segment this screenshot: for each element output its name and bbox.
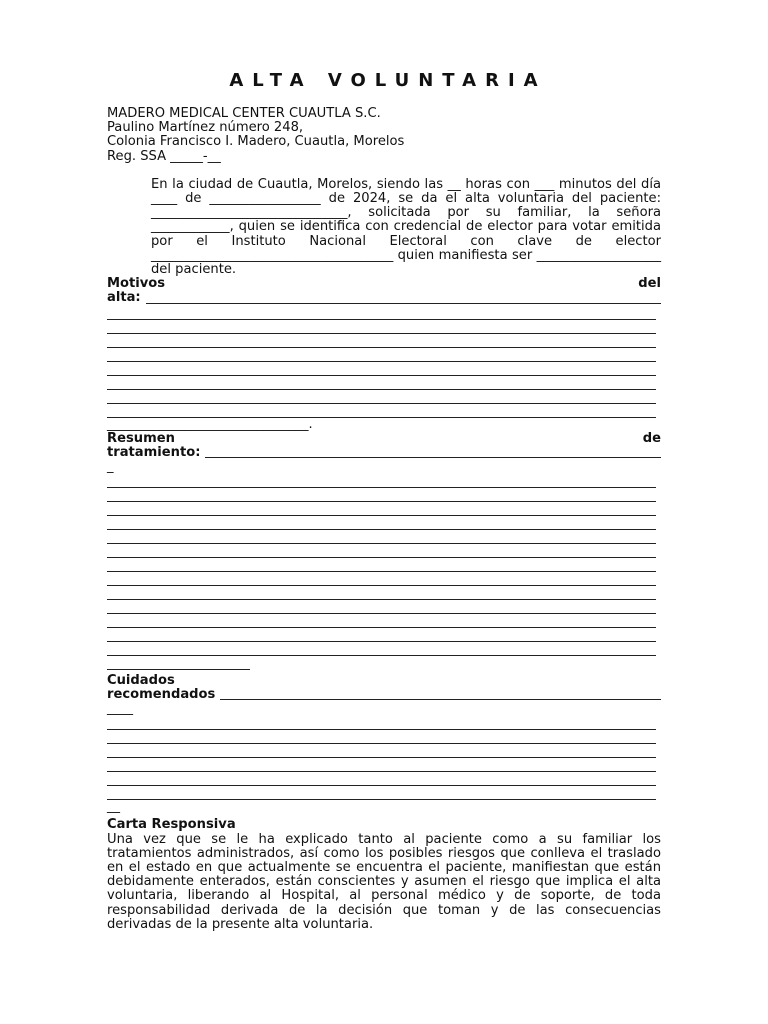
cuidados-line <box>107 786 656 800</box>
resumen-line <box>107 516 656 530</box>
resumen-line <box>107 600 656 614</box>
document-title: ALTA VOLUNTARIA <box>229 70 547 91</box>
hospital-street: Paulino Martínez número 248, <box>107 120 304 136</box>
carta-section <box>107 818 661 932</box>
cuidados-label: Cuidados <box>107 673 175 689</box>
motivos-fill-line <box>146 293 661 304</box>
cuidados-line <box>107 758 656 772</box>
cuidados-tail: ____ <box>107 701 133 717</box>
hospital-registry: Reg. SSA _____-__ <box>107 148 221 164</box>
resumen-line <box>107 488 656 502</box>
resumen-label: Resumen <box>107 430 175 446</box>
resumen-label-right: de <box>642 430 661 446</box>
resumen-label-row <box>107 432 661 446</box>
resumen-line-short <box>107 656 250 670</box>
motivos-line <box>107 334 656 348</box>
cuidados-tail-end: __ <box>107 799 120 815</box>
intro-paragraph: En la ciudad de Cuautla, Morelos, siendo las __ horas con ___ minutos del día ____ de _________________ de 2024, se da el alta voluntaria del paciente: ______________________________, solicitada por su familiar, la señora ____________, quien se identifica con credencial de elector para votar emitida por el Instituto Nacional Electoral con clave de elector _____________________________________ quien manifiesta ser ___________________ del paciente. <box>151 176 661 278</box>
resumen-line <box>107 572 656 586</box>
motivos-first-line <box>107 291 661 305</box>
resumen-tail: _ <box>107 459 114 475</box>
cuidados-label-row <box>107 674 661 688</box>
motivos-label: Motivos <box>107 276 166 292</box>
motivos-line <box>107 390 656 404</box>
cuidados-section <box>107 674 661 814</box>
motivos-line <box>107 306 656 320</box>
cuidados-line <box>107 772 656 786</box>
resumen-line <box>107 530 656 544</box>
resumen-section <box>107 432 661 670</box>
motivos-label-row <box>107 277 661 291</box>
cuidados-line <box>107 716 656 730</box>
resumen-line <box>107 558 656 572</box>
cuidados-first-line <box>107 688 661 702</box>
motivos-section <box>107 277 661 431</box>
hospital-header <box>107 107 661 164</box>
motivos-tail: _______________________________. <box>107 416 313 432</box>
resumen-fill-line <box>205 447 661 458</box>
motivos-line <box>107 320 656 334</box>
document-page <box>107 70 661 932</box>
motivos-line <box>107 404 656 418</box>
carta-title: Carta Responsiva <box>107 817 236 833</box>
motivos-line <box>107 348 656 362</box>
cuidados-fill-line <box>220 689 661 700</box>
carta-body: Una vez que se le ha explicado tanto al paciente como a su familiar los tratamientos administrados, así como los posibles riesgos que conlleva el traslado en el estado en que actualmente se encuentra el paciente, manifiestan que están debidamente enterados, están conscientes y asumen el riesgo que implica el alta voluntaria, liberando al Hospital, al personal médico y de soporte, de toda responsabilidad derivada de la decisión que toman y de las consecuencias derivadas de la presente alta voluntaria. <box>107 831 661 932</box>
motivos-line <box>107 362 656 376</box>
cuidados-label-recomendados: recomendados <box>107 687 216 703</box>
resumen-line <box>107 642 656 656</box>
resumen-first-line <box>107 446 661 460</box>
hospital-name: MADERO MEDICAL CENTER CUAUTLA S.C. <box>107 106 381 121</box>
resumen-line <box>107 544 656 558</box>
cuidados-line <box>107 744 656 758</box>
hospital-colonia: Colonia Francisco I. Madero, Cuautla, Morelos <box>107 134 405 150</box>
resumen-line <box>107 614 656 628</box>
resumen-line <box>107 502 656 516</box>
resumen-line <box>107 474 656 488</box>
resumen-line <box>107 586 656 600</box>
motivos-label-right: del <box>638 276 661 292</box>
motivos-line <box>107 376 656 390</box>
motivos-label-alta: alta: <box>107 290 141 306</box>
cuidados-line <box>107 730 656 744</box>
resumen-label-tratamiento: tratamiento: <box>107 444 201 460</box>
resumen-line <box>107 628 656 642</box>
